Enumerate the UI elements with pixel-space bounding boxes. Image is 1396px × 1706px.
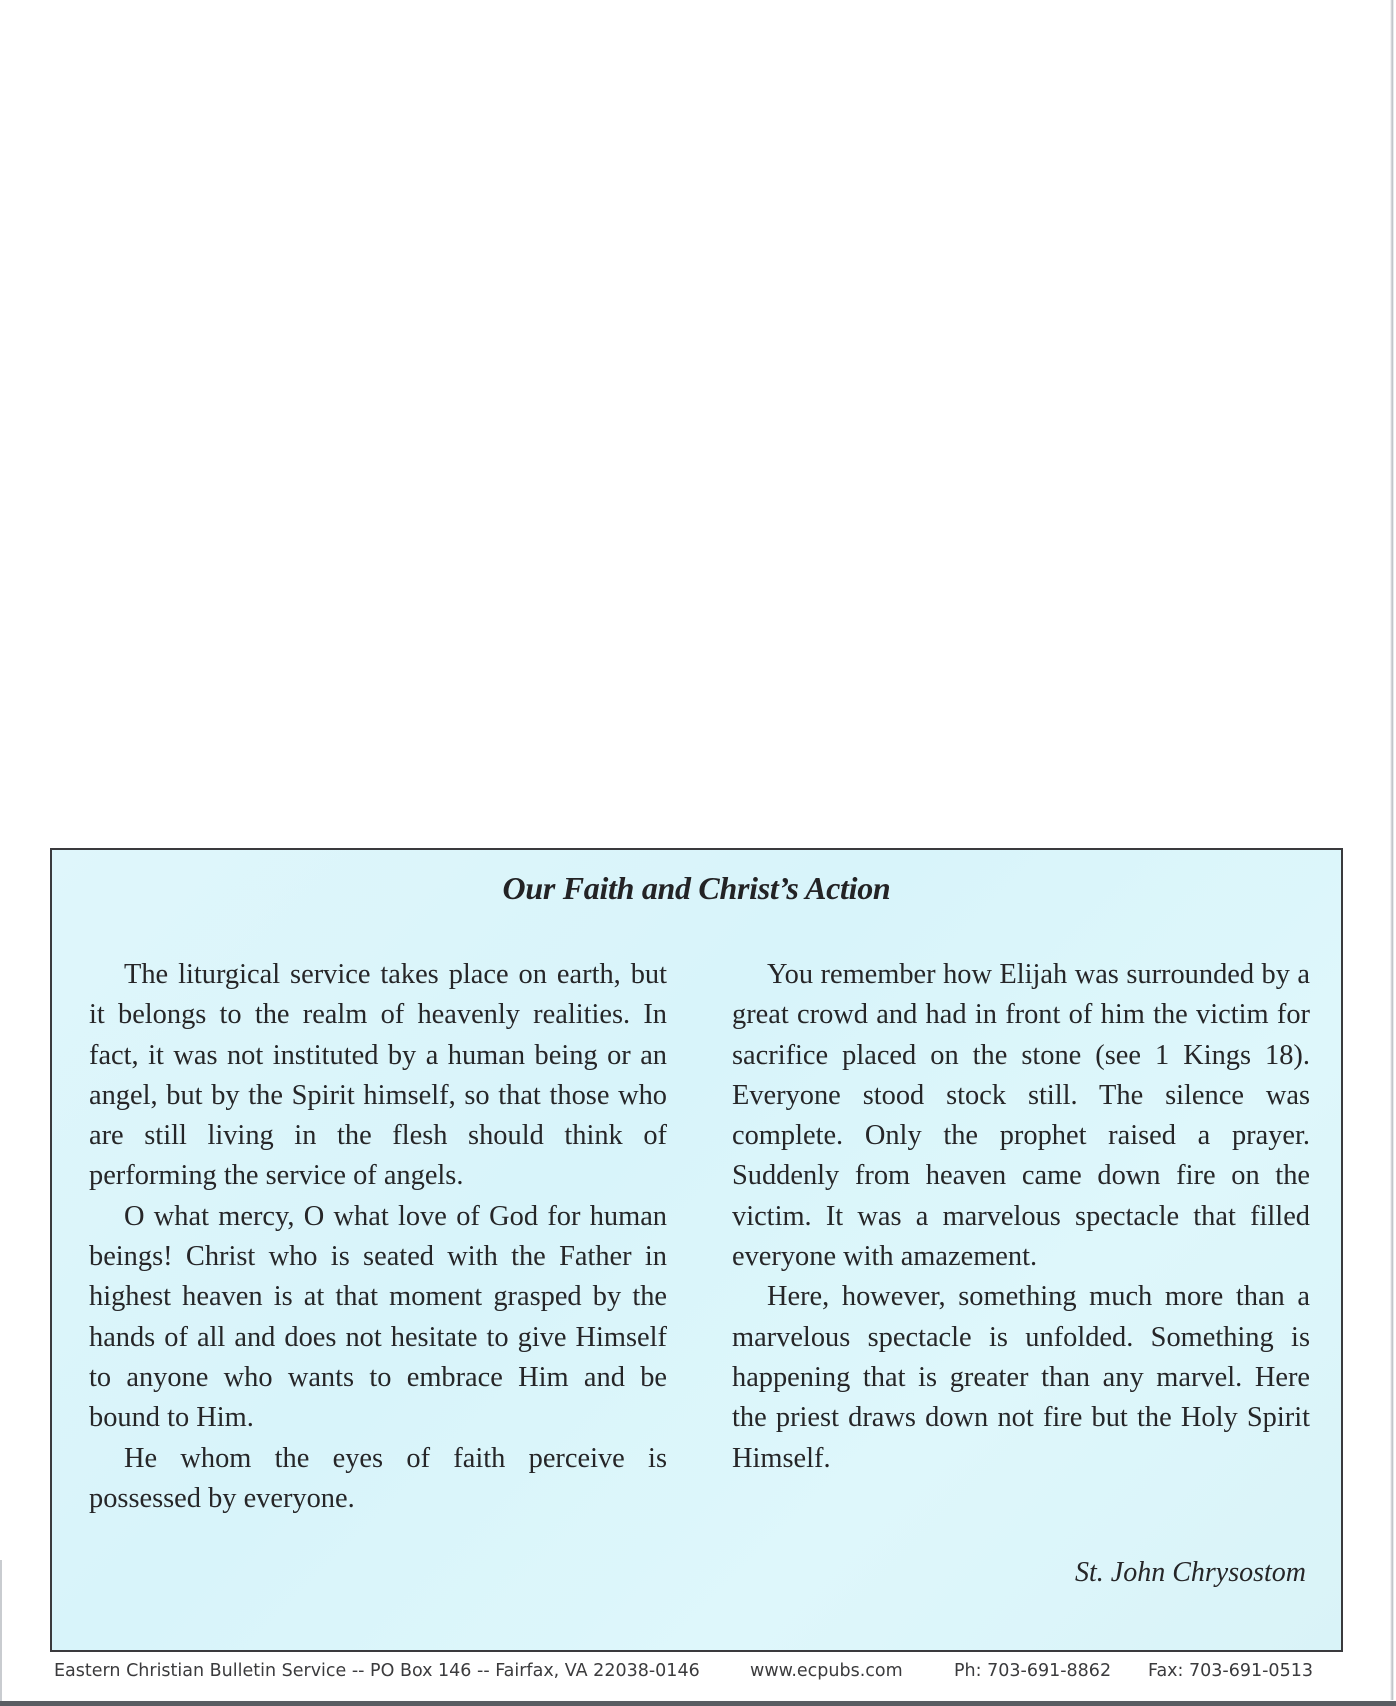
publisher-footer (54, 1656, 1344, 1690)
footer-fax: Fax: 703-691-0513 (1148, 1661, 1313, 1681)
left-column (89, 955, 667, 1519)
paragraph: Here, however, something much more than a marvelous spectacle is unfolded. Something is happening that is greater than any marvel. Here the priest draws down not fire but the Holy Spirit Himself. (732, 1281, 1310, 1474)
footer-phone: Ph: 703-691-8862 (954, 1661, 1112, 1681)
attribution: St. John Chrysostom (1075, 1557, 1306, 1588)
paragraph: He whom the eyes of faith perceive is possessed by everyone. (89, 1442, 667, 1514)
blank-page-area (0, 0, 1390, 845)
page-edge-right (1390, 0, 1394, 1700)
page-edge-bottom (0, 1701, 1396, 1706)
footer-address: Eastern Christian Bulletin Service -- PO Box 146 -- Fairfax, VA 22038-0146 (54, 1661, 700, 1681)
bulletin-insert-box (50, 848, 1343, 1652)
insert-title: Our Faith and Christ’s Action (502, 870, 891, 906)
paragraph: You remember how Elijah was surrounded by a great crowd and had in front of him the victim for sacrifice placed on the stone (see 1 Kings 18). Everyone stood stock still. The silence was complete. Only the prophet raised a prayer. Suddenly from heaven came down fire on the victim. It was a marvelous spectacle that filled everyone with amazement. (732, 959, 1310, 1273)
footer-website[interactable]: www.ecpubs.com (750, 1661, 903, 1681)
paragraph: O what mercy, O what love of God for human beings! Christ who is seated with the Father in highest heaven is at that moment grasped by the hands of all and does not hesitate to give Himself to anyone who wants to embrace Him and be bound to Him. (89, 1200, 667, 1434)
right-column (732, 955, 1310, 1479)
page-edge-left (0, 1560, 2, 1702)
paragraph: The liturgical service takes place on earth, but it belongs to the realm of heavenly realities. In fact, it was not instituted by a human being or an angel, but by the Spirit himself, so that those who are still living in the flesh should think of performing the service of angels. (89, 959, 667, 1192)
